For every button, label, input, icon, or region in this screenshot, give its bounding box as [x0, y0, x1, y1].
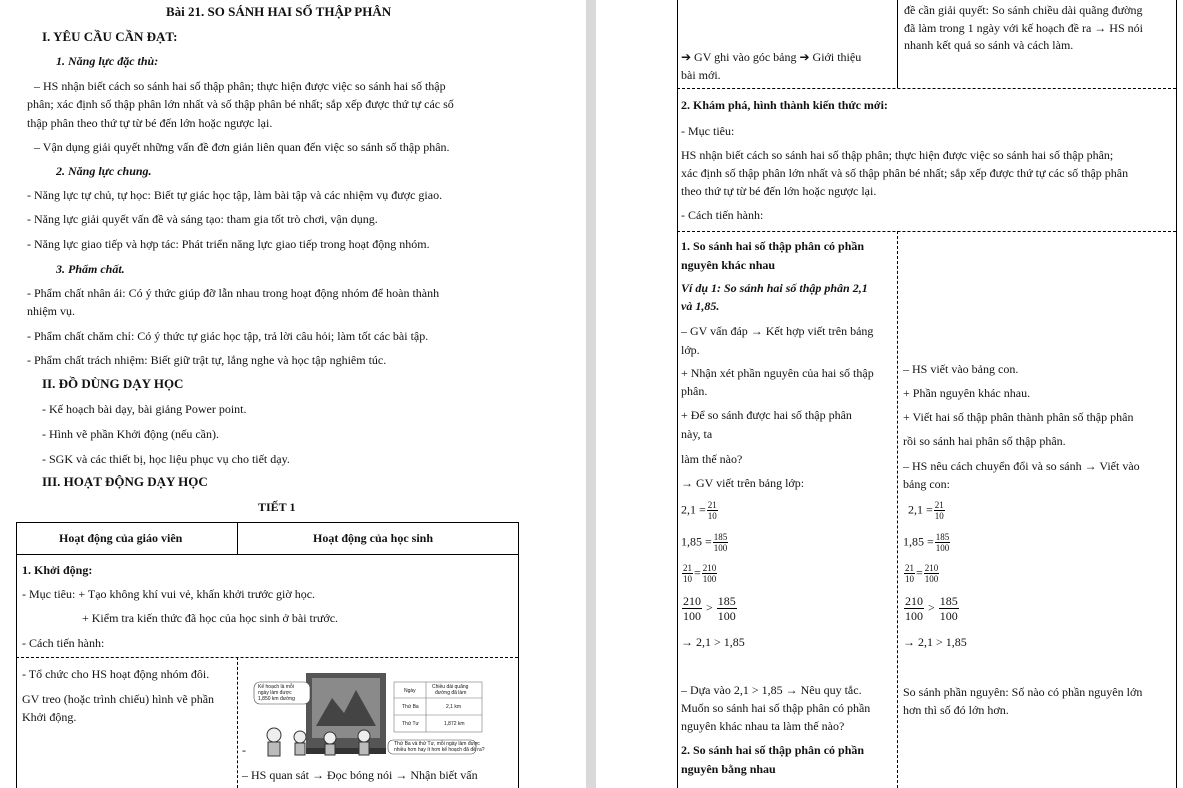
- paragraph: đề cần giải quyết: So sánh chiều dài quãng đường: [904, 3, 1143, 17]
- section-heading-materials: II. ĐỒ DÙNG DẠY HỌC: [42, 376, 184, 391]
- paragraph: rồi so sánh hai phân số thập phân.: [903, 434, 1066, 448]
- paragraph: Khởi động.: [22, 710, 77, 724]
- math-equation: $\frac{21}{10}$ = $\frac{210}{100}$: [905, 563, 939, 584]
- paragraph: - Tổ chức cho HS hoạt động nhóm đôi.: [22, 667, 210, 681]
- page-gutter: [586, 0, 596, 788]
- math-equation: $\frac{21}{10}$ = $\frac{210}{100}$: [683, 563, 717, 584]
- paragraph: HS nhận biết cách so sánh hai số thập phân; thực hiện được việc so sánh hai số thập phân;: [681, 148, 1114, 162]
- speech-bubble-line: 1,850 km đường: [258, 696, 295, 702]
- paragraph: + Kiểm tra kiến thức đã học của học sinh ở bài trước.: [82, 611, 339, 625]
- paragraph: – HS quan sát → Đọc bóng nói → Nhận biết vấn: [242, 768, 478, 782]
- warmup-illustration: [252, 668, 492, 758]
- illus-table-cell: 1,872 km: [444, 721, 465, 727]
- math-result: → 2,1 > 1,85: [681, 635, 745, 649]
- paragraph: xác định số thập phân lớn nhất và số thập phân bé nhất; sắp xếp được thứ tự các số thập phân: [681, 166, 1129, 180]
- paragraph: lớp.: [681, 343, 700, 357]
- illus-table-header: đường đã làm: [435, 690, 467, 696]
- paragraph: làm thế nào?: [681, 452, 743, 466]
- illus-table-header: Chiều dài quãng: [432, 684, 469, 690]
- paragraph: - Phẩm chất chăm chỉ: Có ý thức tự giác học tập, trả lời câu hỏi; làm tốt các bài tập.: [27, 329, 429, 343]
- paragraph: - Kế hoạch bài dạy, bài giảng Power point.: [42, 402, 247, 416]
- paragraph: thập phân theo thứ tự từ bé đến lớn hoặc ngược lại.: [27, 116, 273, 130]
- math-result: → 2,1 > 1,85: [903, 635, 967, 649]
- subheading-specific-competence: 1. Năng lực đặc thù:: [56, 54, 159, 68]
- section-heading-activities: III. HOẠT ĐỘNG DẠY HỌC: [42, 474, 208, 489]
- speech-bubble-line: nhiều hơn hay ít hơn kế hoạch đã đề ra?: [394, 747, 485, 753]
- paragraph: - Phẩm chất nhân ái: Có ý thức giúp đỡ lẫn nhau trong hoạt động nhóm để hoàn thành: [27, 286, 440, 300]
- paragraph: - Năng lực tự chủ, tự học: Biết tự giác học tập, làm bài tập và các nhiệm vụ được giao.: [27, 188, 443, 202]
- activity-heading-explore: 2. Khám phá, hình thành kiến thức mới:: [681, 98, 888, 112]
- illus-table-cell: 2,1 km: [446, 704, 462, 710]
- paragraph: – HS nêu cách chuyển đổi và so sánh → Viết vào: [903, 459, 1140, 473]
- table-header-teacher: Hoạt động của giáo viên: [59, 531, 183, 545]
- paragraph: - Hình vẽ phần Khởi động (nếu cần).: [42, 427, 219, 441]
- paragraph: So sánh phần nguyên: Số nào có phần nguyên lớn: [903, 685, 1143, 699]
- paragraph: ➔ GV ghi vào góc bảng ➔ Giới thiệu: [681, 50, 862, 64]
- paragraph: nguyên khác nhau ta làm thế nào?: [681, 719, 845, 733]
- paragraph: phân.: [681, 384, 708, 398]
- paragraph: nhanh kết quả so sánh và cách làm.: [904, 38, 1074, 52]
- math-comparison: $\frac{210}{100}$ > $\frac{185}{100}$: [905, 594, 958, 623]
- subsection-heading: nguyên khác nhau: [681, 258, 776, 272]
- math-equation: 1,85 = $\frac{185}{100}$: [681, 532, 728, 553]
- speech-bubble-line: Kế hoạch là mỗi: [258, 684, 294, 690]
- paragraph: – Vận dụng giải quyết những vấn đề đơn giản liên quan đến việc so sánh số thập phân.: [34, 140, 450, 154]
- paragraph: bảng con:: [903, 477, 950, 491]
- math-equation: 2,1 = $\frac{21}{10}$: [908, 500, 944, 521]
- paragraph: - Mục tiêu: + Tạo không khí vui vẻ, khấn khởi trước giờ học.: [22, 587, 316, 601]
- paragraph: phân; xác định số thập phân lớn nhất và số thập phân bé nhất; sắp xếp được thứ tự các số: [27, 97, 454, 111]
- math-equation: 2,1 = $\frac{21}{10}$: [681, 500, 717, 521]
- paragraph: theo thứ tự từ bé đến lớn hoặc ngược lại.: [681, 184, 877, 198]
- paragraph: đã làm trong 1 ngày với kế hoạch đề ra → HS nói: [904, 21, 1143, 35]
- paragraph: - Năng lực giải quyết vấn đề và sáng tạo: tham gia tốt trò chơi, vận dụng.: [27, 212, 378, 226]
- paragraph: bài mới.: [681, 68, 721, 82]
- document-page-right: [596, 0, 1183, 788]
- table-header-student: Hoạt động của học sinh: [313, 531, 434, 545]
- paragraph: - Cách tiến hành:: [22, 636, 105, 650]
- paragraph: - SGK và các thiết bị, học liệu phục vụ cho tiết dạy.: [42, 452, 290, 466]
- paragraph: + Viết hai số thập phân thành phân số thập phân: [903, 410, 1134, 424]
- paragraph: - Cách tiến hành:: [681, 208, 764, 222]
- paragraph: – HS viết vào bảng con.: [903, 362, 1019, 376]
- paragraph: - Năng lực giao tiếp và hợp tác: Phát triển năng lực giao tiếp trong hoạt động nhóm.: [27, 237, 430, 251]
- document-page-left: [0, 0, 586, 788]
- subsection-heading: 2. So sánh hai số thập phân có phần: [681, 743, 865, 757]
- example-heading: Ví dụ 1: So sánh hai số thập phân 2,1: [681, 281, 868, 295]
- section-heading-requirements: I. YÊU CẦU CẦN ĐẠT:: [42, 29, 178, 44]
- lesson-title: Bài 21. SO SÁNH HAI SỐ THẬP PHÂN: [166, 4, 392, 19]
- paragraph: hơn thì số đó lớn hơn.: [903, 703, 1009, 717]
- math-equation: 1,85 = $\frac{185}{100}$: [903, 532, 950, 553]
- subsection-heading: 1. So sánh hai số thập phân có phần: [681, 239, 865, 253]
- paragraph: + Phần nguyên khác nhau.: [903, 386, 1031, 400]
- illus-table-cell: Thứ Tư: [402, 721, 419, 727]
- speech-bubble-line: ngày làm được: [258, 690, 292, 696]
- subheading-qualities: 3. Phẩm chất.: [56, 262, 125, 276]
- paragraph: – GV vấn đáp → Kết hợp viết trên bảng: [681, 324, 874, 338]
- paragraph: Muốn so sánh hai số thập phân có phần: [681, 701, 871, 715]
- example-heading: và 1,85.: [681, 299, 720, 313]
- paragraph: → GV viết trên bảng lớp:: [681, 476, 805, 490]
- illus-table-header: Ngày: [404, 688, 416, 694]
- paragraph: - Mục tiêu:: [681, 124, 735, 138]
- subheading-general-competence: 2. Năng lực chung.: [56, 164, 152, 178]
- paragraph: + Để so sánh được hai số thập phân: [681, 408, 852, 422]
- subsection-heading: nguyên bằng nhau: [681, 762, 776, 776]
- paragraph: GV treo (hoặc trình chiếu) hình vẽ phần: [22, 692, 215, 706]
- paragraph: – Dựa vào 2,1 > 1,85 → Nêu quy tắc.: [681, 683, 862, 697]
- illus-table-cell: Thứ Ba: [402, 704, 419, 710]
- paragraph: này, ta: [681, 427, 713, 441]
- speech-bubble-line: Thứ Ba và thứ Tư, mỗi ngày làm được: [394, 741, 480, 747]
- paragraph: – HS nhận biết cách so sánh hai số thập phân; thực hiện được việc so sánh hai số thập: [34, 79, 446, 93]
- paragraph: + Nhận xét phần nguyên của hai số thập: [681, 366, 874, 380]
- period-heading: TIẾT 1: [258, 500, 296, 514]
- activity-heading-warmup: 1. Khởi động:: [22, 563, 93, 577]
- paragraph: nhiệm vụ.: [27, 304, 75, 318]
- math-comparison: $\frac{210}{100}$ > $\frac{185}{100}$: [683, 594, 736, 623]
- list-dash: -: [242, 743, 246, 757]
- paragraph: - Phẩm chất trách nhiệm: Biết giữ trật tự, lắng nghe và học tập nghiêm túc.: [27, 353, 387, 367]
